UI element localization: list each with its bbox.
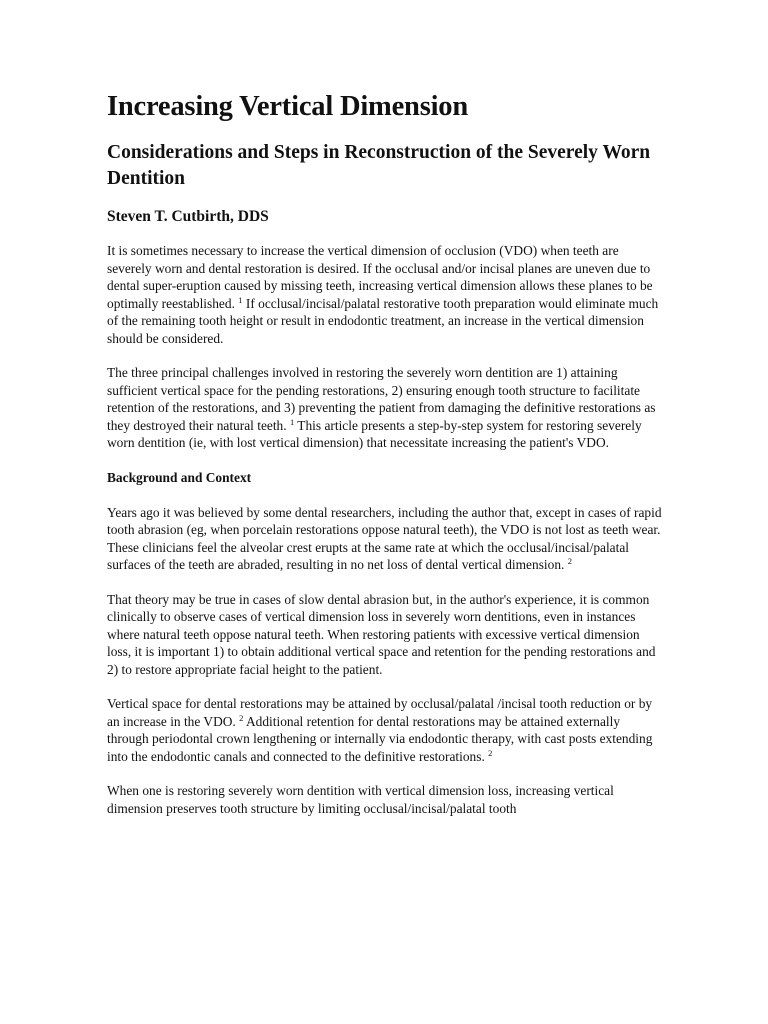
paragraph-background-1 xyxy=(107,504,662,574)
paragraph-challenges xyxy=(107,364,662,452)
paragraph-background-3 xyxy=(107,695,662,765)
paragraph-text: Years ago it was believed by some dental researchers, including the author that, except in cases of rapid tooth abrasion (eg, when porcelain restorations oppose natural teeth), the VDO is not lost as teeth wear. These clinicians feel the alveolar crest erupts at the same rate at which the occlusal/incisal/palatal surfaces of the teeth are abraded, resulting in no net loss of dental vertical dimension. xyxy=(107,504,662,572)
reference-superscript: 1 xyxy=(289,416,295,427)
paragraph-text: That theory may be true in cases of slow dental abrasion but, in the author's experience, it is common clinically to observe cases of vertical dimension loss in severely worn dentitions, even in instances where natural teeth oppose natural teeth. When restoring patients with excessive vertical dimension loss, it is important 1) to obtain additional vertical space and retention for the pending restorations and 2) to restore appropriate facial height to the patient. xyxy=(107,591,656,677)
paragraph-text: Additional retention for dental restorations may be attained externally through periodontal crown lengthening or internally via endodontic therapy, with cast posts extending into the endodontic canals and connected to the definitive restorations. xyxy=(107,713,653,764)
paragraph-intro xyxy=(107,242,662,347)
section-heading: Background and Context xyxy=(107,469,252,485)
paragraph-text: This article presents a step-by-step system for restoring severely worn dentition (ie, with lost vertical dimension) that necessitate increasing the patient's VDO. xyxy=(107,417,642,450)
article-title: Increasing Vertical Dimension xyxy=(107,91,469,122)
paragraph-background-4 xyxy=(107,782,662,817)
paragraph-text: If occlusal/incisal/palatal restorative tooth preparation would eliminate much of the remaining tooth height or result in endodontic treatment, an increase in the vertical dimension should be considered. xyxy=(107,295,659,346)
document-page xyxy=(107,88,662,834)
paragraph-text: The three principal challenges involved in restoring the severely worn dentition are 1) attaining sufficient vertical space for the pending restorations, 2) ensuring enough tooth structure to facilitate retention of the restorations, and 3) preventing the patient from damaging the definitive restorations as they destroyed their natural teeth. xyxy=(107,365,656,433)
reference-superscript: 2 xyxy=(488,747,493,758)
paragraph-background-2 xyxy=(107,591,662,679)
article-subtitle: Considerations and Steps in Reconstruction of the Severely Worn Dentition xyxy=(107,142,651,189)
reference-superscript: 2 xyxy=(239,712,244,723)
article-author: Steven T. Cutbirth, DDS xyxy=(107,208,269,225)
paragraph-text: Vertical space for dental restorations may be attained by occlusal/palatal /incisal tooth reduction or by an increase in the VDO. xyxy=(107,696,653,729)
reference-superscript: 1 xyxy=(238,294,243,305)
paragraph-text: When one is restoring severely worn dentition with vertical dimension loss, increasing vertical dimension preserves tooth structure by limiting occlusal/incisal/palatal tooth xyxy=(107,783,614,816)
paragraph-text: It is sometimes necessary to increase the vertical dimension of occlusion (VDO) when teeth are severely worn and dental restoration is desired. If the occlusal and/or incisal planes are uneven due to dental super-eruption caused by missing teeth, increasing vertical dimension allows these planes to be optimally reestablished. xyxy=(107,243,653,311)
reference-superscript: 2 xyxy=(567,556,572,566)
